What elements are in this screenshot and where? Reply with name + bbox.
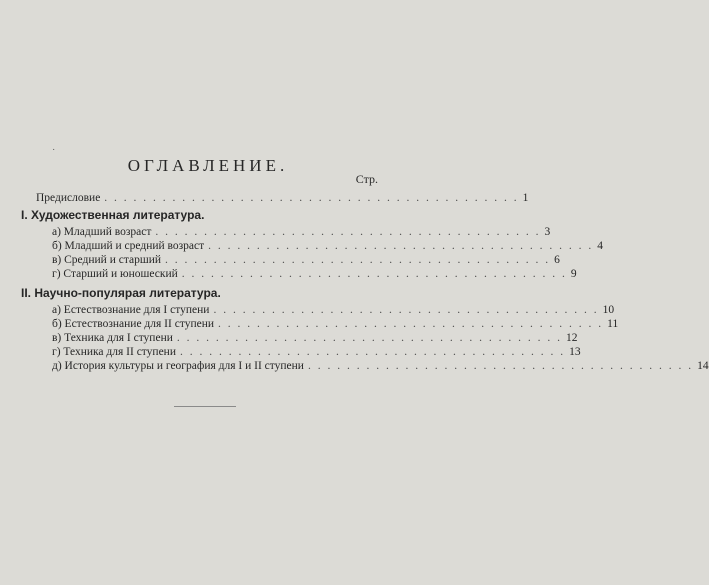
leader-dots: . . . . . . . . . . . . . . . . . . . . . . . . . . . . . . . . . . . . . . . . [213,304,599,316]
leader-dots: . . . . . . . . . . . . . . . . . . . . . . . . . . . . . . . . . . . . . . . . [176,332,563,344]
leader-dots: . . . . . . . . . . . . . . . . . . . . . . . . . . . . . . . . . . . . . . . . [155,226,541,238]
toc-entry-label: б) Младший и средний возраст [52,240,205,252]
toc-entry-label: г) Техника для II ступени [52,346,176,358]
toc-entry-page: 9 [570,268,577,280]
page-column-label: Стр. [355,172,378,186]
toc-entry [52,239,604,253]
toc-entry-label: в) Техника для I ступени [52,332,173,344]
toc-entry [52,317,619,331]
leader-dots: . . . . . . . . . . . . . . . . . . . . . . . . . . . . . . . . . . . . . . . . [307,360,694,372]
toc-entry [52,225,551,239]
toc-entry [52,359,709,373]
leader-dots: . . . . . . . . . . . . . . . . . . . . . . . . . . . . . . . . . . . . . . . . [165,254,551,266]
toc-entry [52,267,577,281]
toc-entry-label: а) Естествознание для I ступени [52,304,210,316]
toc-entry-label: б) Естествознание для II ступени [52,318,215,330]
leader-dots: . . . . . . . . . . . . . . . . . . . . . . . . . . . . . . . . . . . . . . . . [208,240,594,252]
toc-entry-label: Предисловие [36,192,101,204]
leader-dots: . . . . . . . . . . . . . . . . . . . . . . . . . . . . . . . . . . . . . . . . [180,346,566,358]
toc-entry-label: г) Старший и юношеский [52,268,178,280]
leader-dots: . . . . . . . . . . . . . . . . . . . . . . . . . . . . . . . . . . . . . . . . . . . [104,192,519,204]
toc-entry-preface [36,191,529,205]
closing-rule [174,406,236,407]
toc-entry-page: 13 [569,346,581,358]
toc-entry-page: 6 [554,254,560,266]
toc-entry-page: 14 [697,360,709,372]
toc-entry-page: 1 [522,192,529,204]
toc-entry-page: 10 [602,304,615,316]
toc-entry-page: 4 [597,240,604,252]
toc-entry [52,345,581,359]
toc-entry [52,253,560,267]
page-title: ОГЛАВЛЕНИЕ. [127,156,289,175]
toc-entry-label: а) Младший возраст [52,226,152,238]
toc-entry-page: 12 [566,332,578,344]
leader-dots: . . . . . . . . . . . . . . . . . . . . . . . . . . . . . . . . . . . . . . . . [218,318,604,330]
toc-entry-page: 11 [607,318,619,330]
toc-entry-page: 3 [544,226,551,238]
section-heading-2: II. Научно-популярая литература. [21,286,221,300]
section-heading-1: I. Художественная литература. [21,208,205,222]
toc-entry [52,303,615,317]
toc-entry-label: в) Средний и старший [52,254,162,266]
ink-speck: ˙ [52,148,56,159]
toc-entry [52,331,578,345]
toc-entry-label: д) История культуры и география для I и II ступени [52,360,304,372]
leader-dots: . . . . . . . . . . . . . . . . . . . . . . . . . . . . . . . . . . . . . . . . [181,268,567,280]
